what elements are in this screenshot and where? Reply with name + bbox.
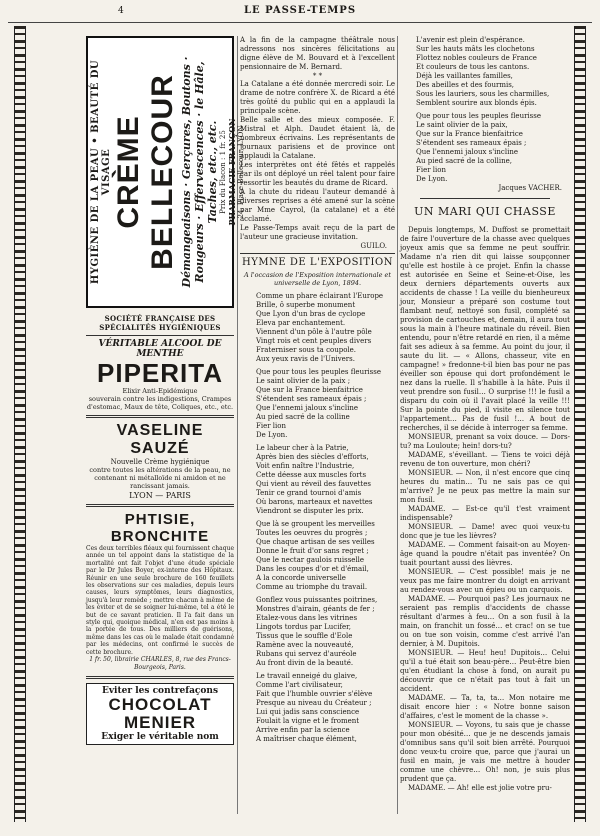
poem-line: Viendront se disputer les prix. xyxy=(256,507,364,515)
poem-stanza xyxy=(240,596,395,668)
poem-line: Que le nectar gaulois ruisselle xyxy=(256,556,365,564)
poem-line: Brille, ô superbe monument xyxy=(256,301,356,309)
poem-line: Gonflez vous puissantes poitrines, xyxy=(256,596,378,604)
ad-creme-bellecour xyxy=(86,36,245,308)
poem-line: Donne le fruit d'or sans regret ; xyxy=(256,547,369,555)
advertisement-column xyxy=(86,36,245,745)
poem-stanza xyxy=(400,112,570,184)
poem-line: Où barons, marteaux et navettes xyxy=(256,498,373,506)
poem-line: Que chaque artisan de ses veilles xyxy=(256,538,375,546)
poem-line: Fier lion xyxy=(416,166,447,174)
poem-line: Etalez-vous dans les vitrines xyxy=(256,614,358,622)
header-rule xyxy=(8,22,592,23)
poem-line: Au pied sacré de la colline xyxy=(256,413,350,421)
poem-line: Dans les coupes d'or et d'émail, xyxy=(256,565,369,573)
page-number: 4 xyxy=(118,6,124,16)
poem-line: Le saint olivier de la paix ; xyxy=(256,377,351,385)
ad-chocolat-top: Eviter les contrefaçons xyxy=(101,686,219,697)
poem-line: Au front divin de la beauté. xyxy=(256,659,354,667)
ad-vaseline-brand: VASELINE SAUZÉ xyxy=(116,422,204,457)
poem-stanza xyxy=(240,368,395,440)
poem-line: Sur les hauts mâts les clochetons xyxy=(416,45,535,53)
poem-line: A la concorde universelle xyxy=(256,574,346,582)
ad-phtisie-brand: PHTISIE, BRONCHITE xyxy=(110,511,210,545)
poem-line: Arrive enfin par la science xyxy=(256,726,350,734)
divider xyxy=(420,198,550,199)
divider xyxy=(86,676,234,679)
ad-creme-tagline: HYGIÈNE DE LA PEAU • BEAUTÉ DU VISAGE xyxy=(90,59,112,285)
poem-line: Qui vient au réveil des fauvettes xyxy=(256,480,371,488)
article-paragraph: La Catalane a été donnée mercredi soir. Le drame de notre confrère X. de Ricard a été très goûté du public qui en a applaudi la principale scène. xyxy=(240,80,395,115)
poem-line: Que pour tous les peuples fleurisse xyxy=(256,368,381,376)
ad-phtisie-text: Ces deux terribles fléaux qui fournissent chaque année un tel appoint dans la statistique de la mortalité ont fait l'objet d'une étude spéciale par le Dr Jules Boyer, ex-interne des Hôpitaux. Réunir en une seule brochure de 160 feuillets les observations sur ces maladies, depuis leurs causes, leurs symptômes, leurs diagnostics, jusqu'à leur remède ; mettre chacun à même de les éviter et de se soigner lui-même, tel a été le but de ce savant praticien. Il l'a fait dans un style qui, quoique médical, n'en est pas moins à la portée de tous. Des milliers de guérisons, même dans les cas où le malade était condamné par les médecins, ont confirmé le succès de cette brochure. xyxy=(86,545,234,656)
story-paragraph: MADAME. — Ta, ta, ta… Mon notaire me disait encore hier : « Notre bonne saison d'affaires, c'est le moment de la chasse ». xyxy=(400,694,570,720)
story-paragraph: MADAME. — Ah! elle est jolie votre pru- xyxy=(408,784,552,792)
separator-stars: * * xyxy=(312,72,323,80)
poem-line: Que sur la France bienfaitrice xyxy=(416,130,523,138)
poem-stanza xyxy=(240,520,395,592)
poem-line: Le travail enneigé du glaive, xyxy=(256,672,358,680)
left-ornamental-border xyxy=(14,26,26,822)
ad-creme-address: 24, Place Bellecour, LYON xyxy=(237,125,245,219)
hymn-title: HYMNE DE L'EXPOSITION xyxy=(242,257,393,268)
poem-stanza xyxy=(240,672,395,744)
ad-creme-claims: Démangeaisons · Gerçures, Boutons · Rougeurs · Effervescences · le Hâle, Taches, etc., etc. xyxy=(180,56,219,288)
story-paragraph: MONSIEUR. — Dame! avec quoi veux-tu donc que je tue les lièvres? xyxy=(400,523,570,540)
middle-column xyxy=(240,36,395,744)
poem-line: Flottez nobles couleurs de France xyxy=(416,54,537,62)
poem-line: Tissus que le souffle d'Eole xyxy=(256,632,353,640)
story-paragraph: MONSIEUR. — Voyons, tu sais que je chasse pour mon obésité… que je ne descends jamais d'omnibus sans qu'il soit bien arrêté. Pourquoi donc veux-tu croire que, parce que j'aurai un fusil en main, je vais me mettre à houder comme une chèvre… Oh! non, je suis plus prudent que ça. xyxy=(400,721,570,783)
poem-line: Comme un phare éclairant l'Europe xyxy=(256,292,384,300)
poem-stanza xyxy=(400,36,570,108)
poem-line: Le saint olivier de la paix, xyxy=(416,121,508,129)
story-body xyxy=(400,226,570,793)
poem-line: De Lyon. xyxy=(416,175,448,183)
article-paragraph: A la chute du rideau l'auteur demandé à diverses reprises a été amené sur la scène par Mme Cayrol, (la catalane) et a été acclamé. xyxy=(240,188,395,223)
article-paragraph: Les interprètes ont été fêtés et rappelés car ils ont déployé un réel talent pour faire ressortir les beautés du drame de Ricard. xyxy=(240,161,395,187)
right-ornamental-border xyxy=(574,26,586,822)
poem-line: S'étendent ses rameaux épais ; xyxy=(256,395,367,403)
poem-line: Que l'ennemi jaloux s'incline xyxy=(416,148,518,156)
ad-alcool-menthe: VÉRITABLE ALCOOL DE MENTHE xyxy=(98,339,222,359)
story-title: UN MARI QUI CHASSE xyxy=(414,205,556,218)
poem-line: Après bien des siècles d'efforts, xyxy=(256,453,369,461)
ad-creme-brand: CRÈME BELLECOUR xyxy=(112,74,179,270)
poem-line: Au pied sacré de la colline, xyxy=(416,157,512,165)
ad-chocolat-bottom: Exiger le véritable nom xyxy=(101,732,219,743)
page-header xyxy=(0,4,600,22)
poem-line: Déjà les vaillantes familles, xyxy=(416,72,513,80)
hymn-subtitle: A l'occasion de l'Exposition internationale et universelle de Lyon, 1894. xyxy=(244,271,391,287)
poem-line: Comme l'art civilisateur, xyxy=(256,681,343,689)
story-paragraph: Depuis longtemps, M. Duffost se promettait de faire l'ouverture de la chasse avec quelques joyeux amis que sa femme ne peut souffrir. Madame n'a rien dit qui laisse soupçonner qu'elle est hostile à ce projet. Enfin la chasse est autorisée en Seine et Seine-et-Oise, les deux derniers départements ouverts aux accidents de chasse ! La veille du bienheureux jour, Monsieur a préparé son costume tout flambant neuf, nettoyé son fusil, complété sa provision de cartouches et, demain, il aura tout sous la main à l'heure matinale du réveil. Bien entendu, pour n'être retardé en rien, il a même fait ses adieux à sa femme. Au point du jour, il saute du lit. — « Allons, chasseur, vite en campagne! » fredonne-t-il bien bas pour ne pas éveiller son épouse qui dort profondément le nez dans la ruelle. Il s'habille à la hâte. Puis il veut prendre son fusil… O surprise !!! le fusil a disparu du coin où il l'avait placé la veille !!! Sur la pointe du pied, il visite en silence tout l'appartement… Pas de fusil !… A bout de recherches, il se décide à interroger sa femme. xyxy=(400,226,570,432)
poem-line: Lui qui jadis sans conscience xyxy=(256,708,360,716)
ad-creme-price: Prix du Flacon : 1 fr. 25 xyxy=(219,130,227,214)
ad-piperita-desc: souverain contre les indigestions, Crampes d'estomac, Maux de tête, Coliques, etc., etc. xyxy=(86,395,234,411)
ad-creme-pharmacy: PHARMACIE FRANÇON xyxy=(227,118,237,226)
ad-chocolat-brand1: CHOCOLAT xyxy=(108,695,212,715)
story-paragraph: MONSIEUR. — Non, il n'est encore que cinq heures du matin… Tu ne sais pas ce qui m'arrive? Je ne peux pas mettre la main sur mon fusil. xyxy=(400,469,570,504)
divider xyxy=(86,504,234,507)
poem-line: Tenir ce grand tournoi d'amis xyxy=(256,489,362,497)
story-paragraph: MONSIEUR, prenant sa voix douce. — Dors-tu? ma Louloute; hein! dors-tu? xyxy=(400,433,570,450)
ad-phtisie-price: 1 fr. 50, librairie CHARLES, 8, rue des Francs-Bourgeois, Paris. xyxy=(89,656,231,672)
ad-vaseline-desc: contre toutes les altérations de la peau, ne contenant ni métalloïde ni amidon et ne rancissant jamais. xyxy=(89,466,231,490)
poem-line: Que sur la France bienfaitrice xyxy=(256,386,363,394)
poem-line: Fier lion xyxy=(256,422,287,430)
poem-stanza xyxy=(240,292,395,364)
poem-line: A maîtriser chaque élément, xyxy=(256,735,357,743)
poem-line: Le labeur cher à la Patrie, xyxy=(256,444,349,452)
ad-chocolat-brand2: MENIER xyxy=(123,713,197,733)
article-paragraph: A la fin de la campagne théâtrale nous adressons nos sincères félicitations au digne élève de M. Bouvard et à l'excellent pensionnaire de M. Bernard. xyxy=(240,36,395,71)
poem-line: Fraterniser sous ta coupole. xyxy=(256,346,357,354)
poem-line: Voit enfin naître l'Industrie, xyxy=(256,462,355,470)
poem-stanza xyxy=(240,444,395,516)
story-paragraph: MADAME. — Pourquoi pas? Les journaux ne seraient pas remplis d'accidents de chasse résultant d'armes à feu… On a son fusil à la main, on franchit un fossé… et crac! on se tue ou on tue son voisin, comme c'est arrivé l'an dernier, à M. Dupitois. xyxy=(400,595,570,648)
column-separator xyxy=(397,36,398,814)
poem-line: Ramène avec la nouveauté, xyxy=(256,641,354,649)
poem-line: Toutes les oeuvres du progrès ; xyxy=(256,529,368,537)
poem-line: Foulait la vigne et le froment xyxy=(256,717,360,725)
poem-line: Que l'ennemi jaloux s'incline xyxy=(256,404,358,412)
divider xyxy=(86,335,234,336)
poem-line: Cette déesse aux muscles forts xyxy=(256,471,367,479)
ad-societe: SOCIÉTÉ FRANÇAISE DES SPÉCIALITÉS HYGIÉNIQUES xyxy=(99,314,221,332)
poem-line: Vingt rois et cent peuples divers xyxy=(256,337,372,345)
poem-line: Lingots tordus par Lucifer, xyxy=(256,623,351,631)
poem-line: Viennent d'un pôle à l'autre pôle xyxy=(256,328,372,336)
poem-line: Que Lyon d'un bras de cyclope xyxy=(256,310,366,318)
signature: Jacques VACHER. xyxy=(498,184,562,192)
poem-line: L'avenir est plein d'espérance. xyxy=(416,36,525,44)
poem-line: Semblent sourire aux blonds épis. xyxy=(416,99,537,107)
poem-line: De Lyon. xyxy=(256,431,288,439)
ad-chocolat-menier xyxy=(86,683,234,745)
poem-line: Eleva par enchantement. xyxy=(256,319,346,327)
story-paragraph: MONSIEUR. — C'est possible! mais je ne veux pas me faire montrer du doigt en arrivant au rendez-vous avec un épieu ou un carquois. xyxy=(400,568,570,594)
poem-line: Et couleurs de tous les cantons. xyxy=(416,63,530,71)
ad-piperita-sub: Elixir Anti-Epidémique xyxy=(122,387,198,395)
poem-line: Rubans qui servez d'auréole xyxy=(256,650,357,658)
poem-line: Comme au triomphe du travail. xyxy=(256,583,368,591)
story-paragraph: MADAME. — Est-ce qu'il t'est vraiment indispensable? xyxy=(400,505,570,522)
poem-line: Fait que l'humble ouvrier s'élève xyxy=(256,690,373,698)
poem-line: Presque au niveau du Créateur ; xyxy=(256,699,372,707)
poem-line: Aux yeux ravis de l'Univers. xyxy=(256,355,355,363)
article-paragraph: Le Passe-Temps avait reçu de la part de l'auteur une gracieuse invitation. xyxy=(240,224,395,241)
divider xyxy=(86,415,234,418)
ad-vaseline-sub: Nouvelle Crème hygiénique xyxy=(110,458,210,466)
ad-vaseline-city: LYON — PARIS xyxy=(129,491,191,500)
story-paragraph: MADAME, s'éveillant. — Tiens te voici déjà revenu de ton ouverture, mon chéri? xyxy=(400,451,570,468)
poem-line: Sous les lauriers, sous les charmilles, xyxy=(416,90,550,98)
divider xyxy=(240,253,395,254)
poem-line: S'étendent ses rameaux épais ; xyxy=(416,139,527,147)
story-paragraph: MONSIEUR. — Heu! heu! Dupitois… Celui qu'il a tué était son beau-père… Peut-être bien qu'en étudiant la chose à fond, on aurait pu découvrir que ce n'était pas tout à fait un accident. xyxy=(400,649,570,693)
right-column xyxy=(400,36,570,793)
poem-line: Monstres d'airain, géants de fer ; xyxy=(256,605,375,613)
poem-line: Que pour tous les peuples fleurisse xyxy=(416,112,541,120)
poem-line: Des abeilles et des fourmis, xyxy=(416,81,515,89)
story-paragraph: MADAME. — Comment faisait-on au Moyen-âge quand la poudre n'était pas inventée? On tuait pourtant aussi des lièvres. xyxy=(400,541,570,567)
article-paragraph: Belle salle et des mieux composée. F. Mistral et Alph. Daudet étaient là, de nombreux écrivains. Les représentants de journaux parisiens et de province ont applaudi la Catalane. xyxy=(240,116,395,160)
poem-line: Que là se groupent les merveilles xyxy=(256,520,375,528)
publication-title: LE PASSE-TEMPS xyxy=(243,5,357,16)
ad-piperita-brand: PIPERITA xyxy=(97,358,223,388)
signature: GUILO. xyxy=(360,242,387,250)
